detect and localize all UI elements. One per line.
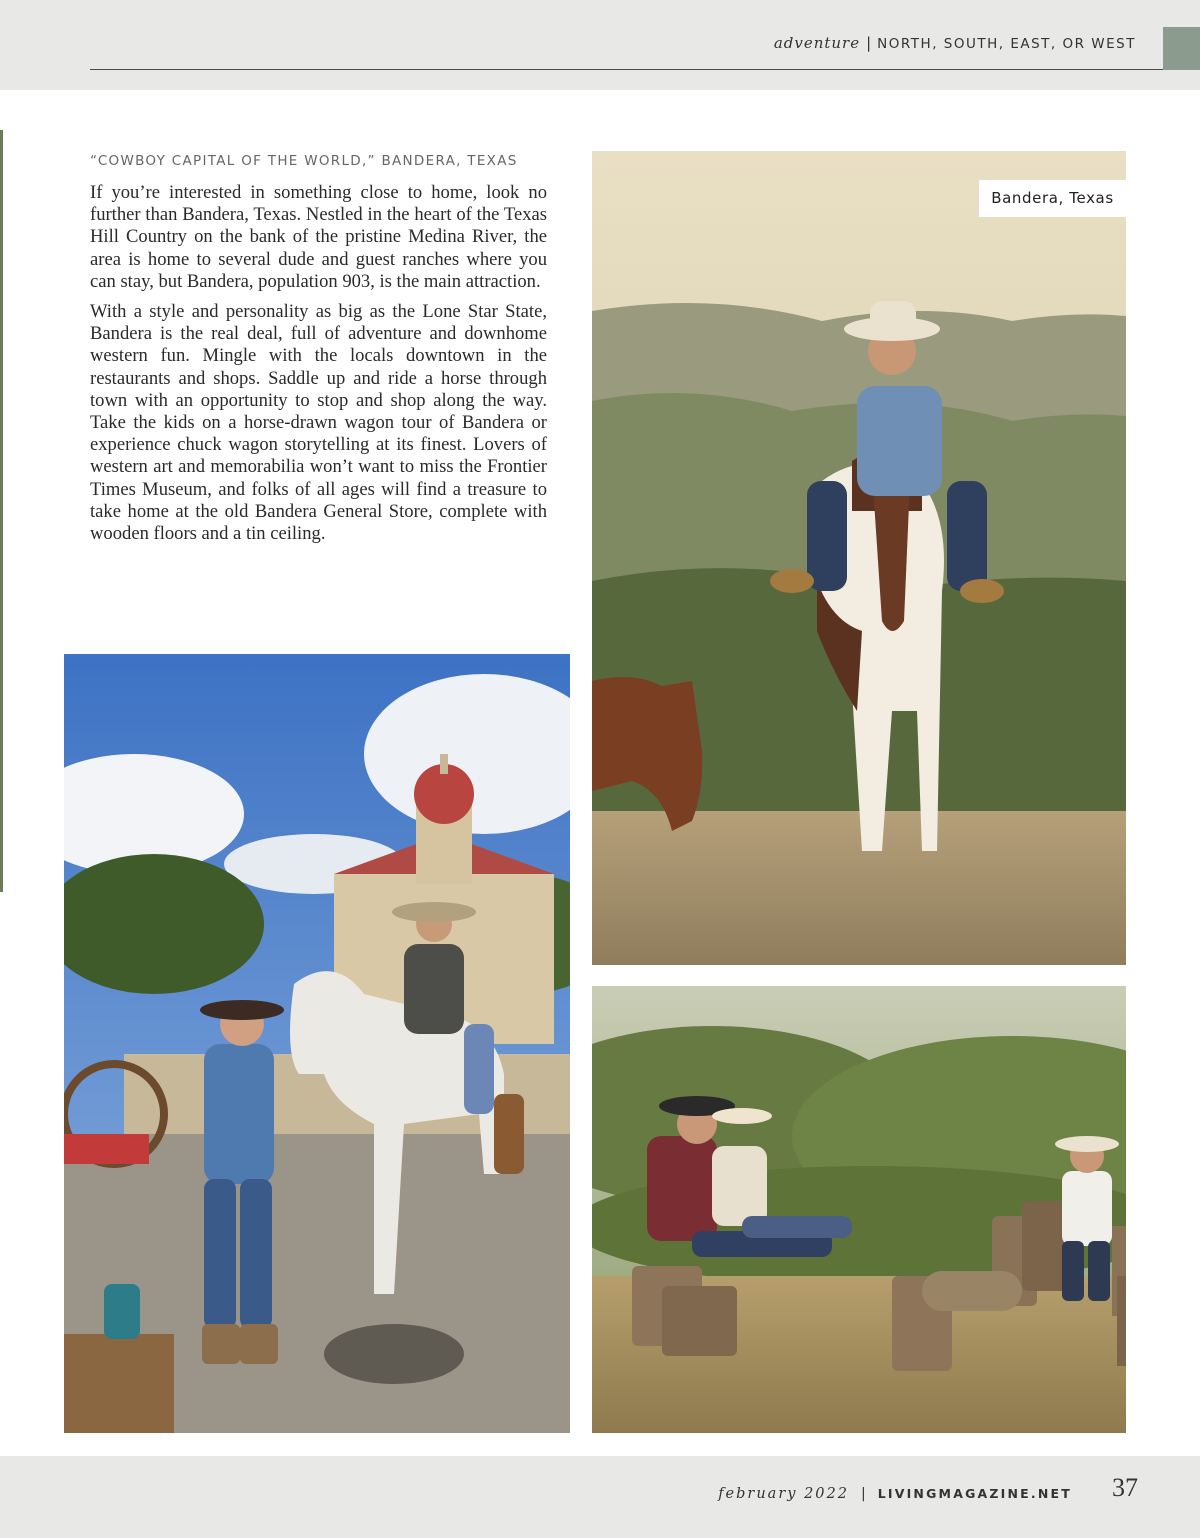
running-footer <box>718 1486 1072 1502</box>
article-subhead: “COWBOY CAPITAL OF THE WORLD,” BANDERA, TEXAS <box>90 153 518 169</box>
article-body <box>90 182 547 553</box>
photo-hillside-picnic-illustration <box>592 986 1126 1433</box>
paragraph-1: If you’re interested in something close to home, look no further than Bandera, Texas. Nestled in the heart of the Texas Hill Country on the bank of the pristine Medina River, the area is home to several dude and guest ranches where you can stay, but Bandera, population 903, is the main attraction. <box>90 182 547 292</box>
photo-courthouse-horseman <box>64 654 570 1433</box>
page-number: 37 <box>1112 1473 1138 1502</box>
photo-boy-on-horse <box>592 151 1126 965</box>
section-kicker: adventure <box>773 34 861 52</box>
photo-hillside-picnic <box>592 986 1126 1433</box>
header-tab <box>1163 27 1200 70</box>
header-rule <box>90 69 1163 70</box>
photo-boy-on-horse-illustration <box>592 151 1126 965</box>
running-header <box>774 34 1136 52</box>
footer-separator: | <box>860 1486 866 1502</box>
photo-caption: Bandera, Texas <box>979 180 1126 217</box>
section-topic: NORTH, SOUTH, EAST, OR WEST <box>877 36 1136 52</box>
issue-date: february 2022 <box>718 1486 849 1502</box>
header-separator: | <box>866 34 872 52</box>
left-edge-accent <box>0 130 3 892</box>
site-link[interactable]: LIVINGMAGAZINE.NET <box>877 1486 1072 1501</box>
photo-courthouse-horseman-illustration <box>64 654 570 1433</box>
paragraph-2: With a style and personality as big as the Lone Star State, Bandera is the real deal, full of adventure and downhome western fun. Mingle with the locals downtown in the restaurants and shops. Saddle up and ride a horse through town with an opportunity to stop and shop along the way. Take the kids on a horse-drawn wagon tour of Bandera or experience chuck wagon storytelling at its finest. Lovers of western art and memorabilia won’t want to miss the Frontier Times Museum, and folks of all ages will find a treasure to take home at the old Bandera General Store, complete with wooden floors and a tin ceiling. <box>90 301 547 545</box>
